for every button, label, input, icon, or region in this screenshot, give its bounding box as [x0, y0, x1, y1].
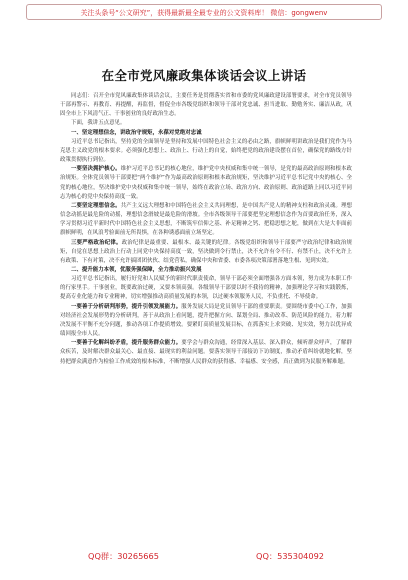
paragraph-lead: 二要坚定理想信念。 [71, 202, 121, 209]
paragraph [60, 275, 352, 302]
paragraph-lead: 一要善于分析研判形势，提升引领发展能力。 [71, 303, 182, 310]
paragraph-lead: 三要严格政治纪律。 [71, 239, 122, 246]
paragraph-lead: 一要坚决拥护核心。 [71, 166, 121, 173]
paragraph-text: 共产主义远大理想和中国特色社会主义共同理想，是中国共产党人的精神支柱和政治灵魂。理想信念动摇是最危险的动摇，理想信念滑坡是最危险的滑坡。全市各级领导干部要把坚定理想信念作为首要政治任务，深入学习贯彻习近平新时代中国特色社会主义思想，不断筑牢信仰之基、补足精神之钙、把稳思想之舵，做到在大是大非面前旗帜鲜明，在风浪考验面前无所畏惧，在各种诱惑面前立场坚定。 [60, 202, 352, 237]
section-heading [60, 129, 352, 138]
paragraph [60, 202, 352, 239]
paragraph-lead: 一要善于化解纠纷矛盾，提升服务群众能力。 [71, 340, 182, 347]
paragraph-text: 政治纪律是最重要、最根本、最关键的纪律。各级党组织和领导干部要严守政治纪律和政治规矩，自觉在思想上政治上行动上同党中央保持高度一致，坚决做到令行禁止，决不允许有令不行、有禁不止，决不允许上有政策、下有对策，决不允许搞团团伙伙、结党营私，确保中央和省委、市委各项决策部署落地生根、见到实效。 [60, 239, 352, 264]
banner-text: 关注头条号“公文研究”，获得最新最全最专业的公文资料库！ 微信：gongwenv [80, 9, 328, 17]
paragraph [60, 303, 352, 340]
paragraph-text: 服务发展大局是党员领导干部的重要职责。要围绕市委中心工作，加强对经济社会发展形势的分析研判，善于从政治上看问题，提升把握方向、谋划全局、推动改革、防范风险的能力，着力解决发展不平衡不充分问题，推动各项工作提质增效。要紧盯高质量发展目标，在抓落实上求突破、见实效，努力以优异成绩回报全市人民。 [60, 303, 352, 338]
paragraph-text: 同志们：召开全市党风廉政集体谈话会议，主要任务是贯彻落实省和市委的党风廉政建设部署要求，对全市党员领导干部再警示、再教育、再提醒，再监督，督促全市各级党组织和领导干部对党忠诚、担当进取、勤勉务实、廉洁从政，巩固全市上下风清气正、干事创业的良好政治生态。 [60, 93, 352, 118]
paragraph [60, 138, 352, 165]
footer-qq-group: QQ群：30265665 [88, 550, 159, 561]
footer [0, 547, 408, 565]
paragraph-text: 二、提升能力本领，优服务强保障，全力推动振兴发展 [71, 266, 202, 273]
paragraph [60, 165, 352, 202]
section-heading [60, 266, 352, 275]
paragraph-text: 下面，我讲五点意见。 [71, 120, 126, 127]
paragraph-text: 维护习近平总书记的核心地位，维护党中央权威和集中统一领导，是党的最高政治原则和根本政治规矩。全体党员领导干部要把“两个维护”作为最高政治原则和根本政治规矩，坚决维护习近平总书记党中央的核心、全党的核心地位，坚决维护党中央权威和集中统一领导，始终在政治立场、政治方向、政治原则、政治道路上同以习近平同志为核心的党中央保持高度一致。 [60, 166, 352, 200]
paragraph [60, 119, 352, 128]
paragraph-text: 习近平总书记指出，坚持党的全面领导是坚持和发展中国特色社会主义的必由之路，旗帜鲜明讲政治是我们党作为马克思主义政党的根本要求。必须强化思想上、政治上、行动上的自觉，始终把党的政治建设摆在首位，确保党的路线方针政策贯彻执行到位。 [60, 138, 352, 164]
top-banner [26, 4, 382, 20]
document-body [60, 92, 352, 544]
footer-qq: QQ：535304092 [256, 550, 324, 561]
document-title: 在全市党风廉政集体谈话会议上讲话 [101, 68, 307, 83]
paragraph-text: 习近平总书记指出，履行好党和人民赋予的新时代职责使命，领导干部必须全面增强各方面本领，努力成为本职工作的行家里手。干事创业，既要政治过硬，又要本领高强。各级领导干部要以时不我待的精神，加强理论学习和实践锻炼，提高专业化能力和专业精神，切实增强推动高质量发展的本领，以过硬本领服务人民，不负重托、不辱使命。 [60, 276, 352, 301]
paragraph [60, 92, 352, 119]
paragraph [60, 339, 352, 366]
paragraph-text: 一、坚定理想信念，讲政治守规矩，永葆对党绝对忠诚 [71, 129, 202, 136]
paragraph [60, 239, 352, 266]
paragraph-text: 要学会与群众沟通，经常深入基层、深入群众，倾听群众呼声，了解群众疾苦，及时解决群众最关心、最直接、最现实的利益问题。要落实领导干部接访下访制度，推动矛盾纠纷就地化解，坚持把群众满意作为检验工作成效的根本标准，不断增强人民群众的获得感、幸福感、安全感，真正做到为民服务解难题。 [60, 340, 352, 365]
